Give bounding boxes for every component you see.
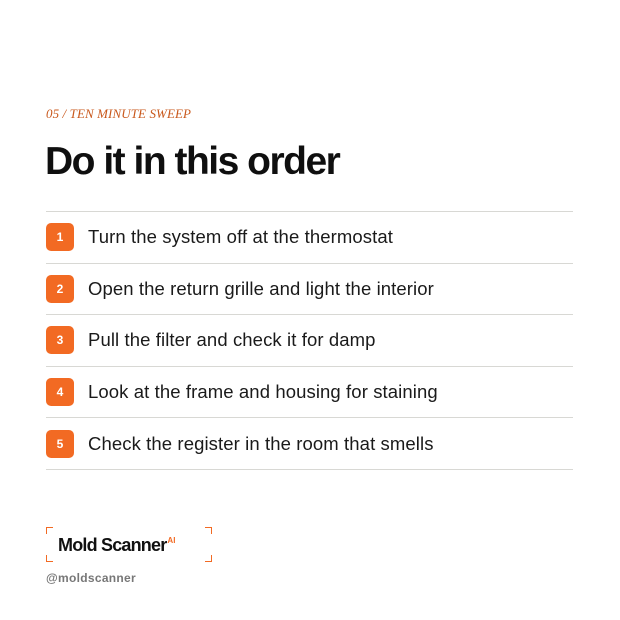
steps-list [46, 211, 573, 470]
brand-name [58, 535, 175, 556]
step-text: Check the register in the room that smells [88, 432, 434, 454]
step-text: Turn the system off at the thermostat [88, 226, 393, 248]
brand-name-text: Mold Scanner [58, 535, 167, 555]
step-item [46, 315, 573, 367]
step-number-badge: 2 [46, 275, 74, 303]
logo-corner-bracket [205, 527, 212, 534]
step-text: Open the return grille and light the interior [88, 277, 434, 299]
step-number-badge: 4 [46, 378, 74, 406]
step-text: Look at the frame and housing for staining [88, 381, 438, 403]
logo-corner-bracket [46, 527, 53, 534]
step-item [46, 367, 573, 419]
step-item [46, 264, 573, 316]
brand-superscript: AI [167, 536, 176, 545]
page-title: Do it in this order [45, 140, 340, 183]
step-text: Pull the filter and check it for damp [88, 329, 376, 351]
section-eyebrow: 05 / TEN MINUTE SWEEP [46, 106, 192, 121]
step-number-badge: 3 [46, 326, 74, 354]
step-item [46, 212, 573, 264]
brand-logo [46, 527, 212, 562]
logo-corner-bracket [205, 555, 212, 562]
social-handle: @moldscanner [46, 571, 136, 585]
step-number-badge: 1 [46, 223, 74, 251]
step-item [46, 418, 573, 470]
step-number-badge: 5 [46, 430, 74, 458]
logo-corner-bracket [46, 555, 53, 562]
